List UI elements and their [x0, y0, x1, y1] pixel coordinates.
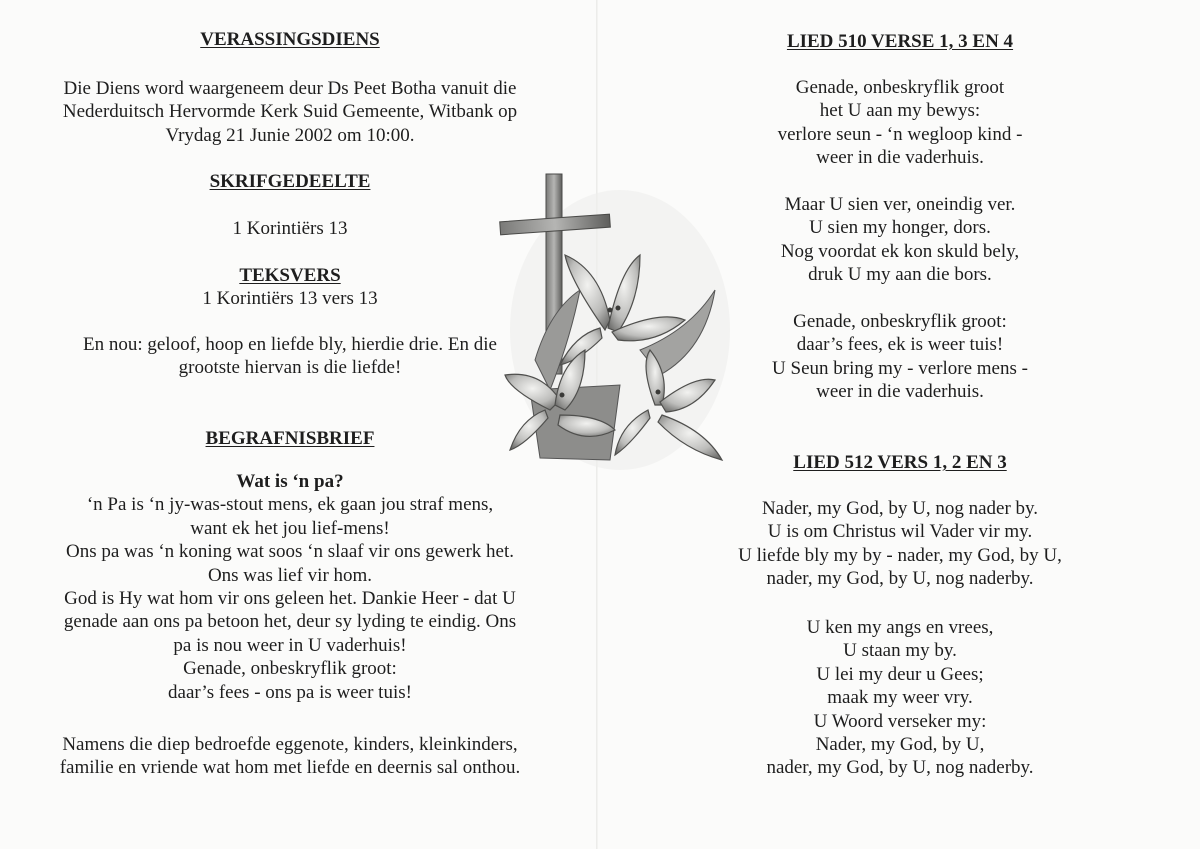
hymn-line: Nader, my God, by U,	[815, 734, 985, 756]
letter-line: daar’s fees - ons pa is weer tuis!	[168, 681, 412, 703]
hymn-line: U staan my by.	[843, 640, 957, 662]
hymn2-section	[690, 451, 1110, 474]
text-verse-line: En nou: geloof, hoop en liefde bly, hierdie drie. En die	[82, 334, 497, 355]
hymn-line: weer in die vaderhuis.	[816, 147, 984, 169]
text-verse-reference: 1 Korintiërs 13 vers 13	[202, 288, 378, 309]
service-section	[30, 28, 550, 51]
hymn-line: U ken my angs en vrees,	[806, 617, 994, 638]
hymn-line: weer in die vaderhuis.	[816, 381, 984, 403]
scripture-heading: SKRIFGEDEELTE	[209, 171, 371, 192]
closing-line: familie en vriende wat hom met liefde en deernis sal onthou.	[59, 757, 521, 779]
service-heading: VERASSINGSDIENS	[200, 29, 380, 50]
text-verse-section	[30, 264, 550, 310]
hymn-line: Nog voordat ek kon skuld bely,	[780, 240, 1020, 262]
closing-line: Namens die diep bedroefde eggenote, kinders, kleinkinders,	[62, 734, 518, 755]
text-verse-heading: TEKSVERS	[239, 265, 341, 286]
hymn-line: nader, my God, by U, nog naderby.	[766, 568, 1034, 590]
text-verse-body	[30, 333, 550, 380]
hymn-line: U liefde bly my by - nader, my God, by U,	[738, 544, 1062, 566]
hymn2-stanza	[690, 497, 1110, 591]
hymn-line: U is om Christus wil Vader vir my.	[767, 521, 1033, 543]
letter-heading: BEGRAFNISBRIEF	[205, 428, 375, 449]
letter-line: want ek het jou lief-mens!	[190, 517, 390, 539]
service-details	[30, 77, 550, 147]
letter-line: ‘n Pa is ‘n jy-was-stout mens, ek gaan jou straf mens,	[86, 494, 494, 516]
letter-body	[30, 470, 550, 704]
hymn-line: U Woord verseker my:	[813, 710, 987, 732]
hymn-line: Genade, onbeskryflik groot	[795, 77, 1005, 98]
letter-closing	[30, 733, 550, 780]
scripture-section	[30, 170, 550, 193]
hymn1-heading: LIED 510 VERSE 1, 3 EN 4	[786, 31, 1014, 52]
hymn-line: maak my weer vry.	[827, 687, 973, 709]
hymn2-stanza	[690, 616, 1110, 780]
hymn-line: Genade, onbeskryflik groot:	[793, 311, 1007, 332]
hymn1-stanza	[690, 193, 1110, 287]
letter-line: pa is nou weer in U vaderhuis!	[173, 634, 407, 656]
letter-line: God is Hy wat hom vir ons geleen het. Dankie Heer - dat U	[64, 588, 516, 610]
hymn-line: Maar U sien ver, oneindig ver.	[784, 194, 1016, 215]
hymn1-section	[690, 30, 1110, 53]
service-line: Vrydag 21 Junie 2002 om 10:00.	[165, 124, 415, 146]
hymn1-stanza	[690, 76, 1110, 170]
scripture-text	[30, 217, 550, 240]
hymn-line: nader, my God, by U, nog naderby.	[766, 757, 1034, 779]
scripture-reference: 1 Korintiërs 13	[232, 218, 348, 239]
hymn-line: druk U my aan die bors.	[808, 264, 992, 286]
text-verse-line: grootste hiervan is die liefde!	[178, 357, 402, 379]
letter-subheading: Wat is ‘n pa?	[236, 471, 344, 492]
hymn-line: daar’s fees, ek is weer tuis!	[796, 334, 1004, 356]
hymn1-stanza	[690, 310, 1110, 404]
hymn-line: U sien my honger, dors.	[809, 217, 991, 239]
hymn-line: het U aan my bewys:	[819, 100, 981, 122]
letter-line: Ons was lief vir hom.	[207, 564, 373, 586]
hymn-line: verlore seun - ‘n wegloop kind -	[777, 123, 1023, 145]
letter-section	[30, 427, 550, 450]
service-line: Nederduitsch Hervormde Kerk Suid Gemeente, Witbank op	[62, 101, 518, 123]
letter-line: Genade, onbeskryflik groot:	[183, 658, 397, 680]
hymn-line: U lei my deur u Gees;	[816, 663, 984, 685]
hymn-line: Nader, my God, by U, nog nader by.	[761, 498, 1039, 519]
letter-line: Ons pa was ‘n koning wat soos ‘n slaaf vir ons gewerk het.	[66, 541, 514, 563]
hymn-line: U Seun bring my - verlore mens -	[772, 357, 1028, 379]
letter-line: genade aan ons pa betoon het, deur sy lyding te eindig. Ons	[63, 611, 517, 633]
service-line: Die Diens word waargeneem deur Ds Peet Botha vanuit die	[63, 78, 517, 99]
hymn2-heading: LIED 512 VERS 1, 2 EN 3	[793, 452, 1007, 473]
